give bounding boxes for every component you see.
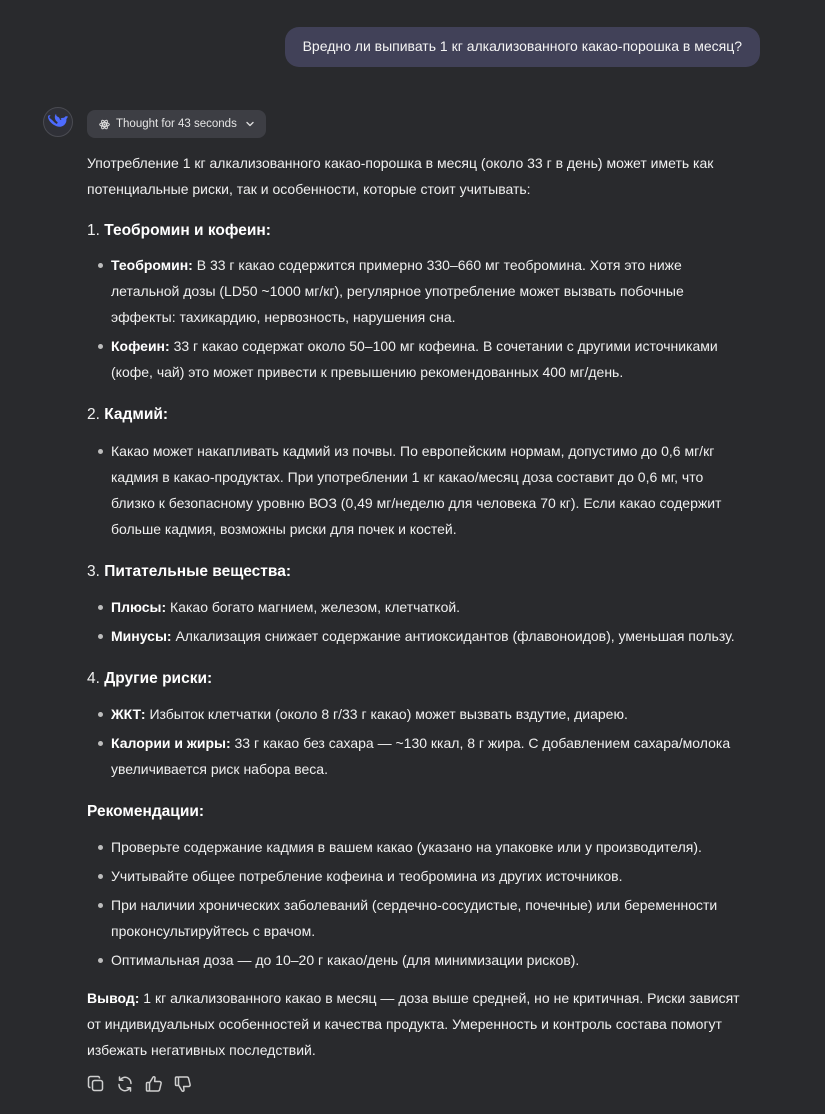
section-list: [87, 701, 747, 782]
section-title: Кадмий:: [104, 406, 169, 423]
regenerate-icon[interactable]: [115, 1074, 134, 1093]
chevron-down-icon: [245, 119, 255, 129]
list-item: Теобромин: В 33 г какао содержится примерно 330–660 мг теобромина. Хотя это ниже летальной дозы (LD50 ~1000 мг/кг), регулярное употребление может вызвать побочные эффекты: тахикардию, нервозность, нарушения сна.: [87, 252, 747, 330]
section-title: Питательные вещества:: [104, 563, 291, 580]
section-heading: [87, 669, 747, 689]
intro-paragraph: Употребление 1 кг алкализованного какао-порошка в месяц (около 33 г в день) может иметь как потенциальные риски, так и особенности, которые стоит учитывать:: [87, 155, 714, 197]
section-heading: [87, 562, 747, 582]
list-item: Учитывайте общее потребление кофеина и теобромина из других источников.: [87, 863, 747, 889]
list-item: Кофеин: 33 г какао содержат около 50–100 мг кофеина. В сочетании с другими источниками (кофе, чай) это может привести к превышению рекомендованных 400 мг/день.: [87, 333, 747, 385]
message-actions: [86, 1074, 192, 1093]
section-heading: [87, 405, 747, 425]
recommendations-list: [87, 834, 747, 973]
list-item: Минусы: Алкализация снижает содержание антиоксидантов (флавоноидов), уменьшая пользу.: [87, 623, 747, 649]
thought-toggle-button[interactable]: [87, 110, 266, 138]
section-number: 4.: [87, 670, 100, 687]
section-list: [87, 438, 747, 542]
section-heading: [87, 221, 747, 241]
section-list: [87, 252, 747, 385]
section-title: Другие риски:: [104, 670, 213, 687]
copy-icon[interactable]: [86, 1074, 105, 1093]
list-item: Плюсы: Какао богато магнием, железом, клетчаткой.: [87, 594, 747, 620]
atom-icon: [99, 119, 110, 130]
thumbs-down-icon[interactable]: [173, 1074, 192, 1093]
whale-logo-icon: [48, 113, 68, 132]
thought-label: Thought for 43 seconds: [116, 118, 237, 130]
section-number: 2.: [87, 406, 100, 423]
list-item: Оптимальная доза — до 10–20 г какао/день (для минимизации рисков).: [87, 947, 747, 973]
section-list: [87, 594, 747, 649]
list-item: Какао может накапливать кадмий из почвы. По европейским нормам, допустимо до 0,6 мг/кг кадмия в какао-продуктах. При употреблении 1 кг какао/месяц доза составит до 0,6 мг, что близко к безопасному уровню ВОЗ (0,49 мг/неделю для человека 70 кг). Если какао содержит больше кадмия, возможны риски для почек и костей.: [87, 438, 747, 542]
section-number: 3.: [87, 563, 100, 580]
section-number: 1.: [87, 222, 100, 239]
assistant-avatar: [43, 107, 73, 137]
list-item: Калории и жиры: 33 г какао без сахара — ~130 ккал, 8 г жира. С добавлением сахара/молока увеличивается риск набора веса.: [87, 730, 747, 782]
list-item: ЖКТ: Избыток клетчатки (около 8 г/33 г какао) может вызвать вздутие, диарею.: [87, 701, 747, 727]
recommendations-heading: Рекомендации:: [87, 803, 205, 820]
list-item: При наличии хронических заболеваний (сердечно-сосудистые, почечные) или беременности проконсультируйтесь с врачом.: [87, 892, 747, 944]
section-title: Теобромин и кофеин:: [104, 222, 271, 239]
conclusion-paragraph: Вывод: 1 кг алкализованного какао в месяц — доза выше средней, но не критичная. Риски зависят от индивидуальных особенностей и качества продукта. Умеренность и контроль состава помогут избежать негативных последствий.: [87, 990, 740, 1058]
list-item: Проверьте содержание кадмия в вашем какао (указано на упаковке или у производителя).: [87, 834, 747, 860]
assistant-answer: [87, 150, 747, 1063]
thumbs-up-icon[interactable]: [144, 1074, 163, 1093]
user-message-bubble: Вредно ли выпивать 1 кг алкализованного какао-порошка в месяц?: [285, 27, 760, 67]
